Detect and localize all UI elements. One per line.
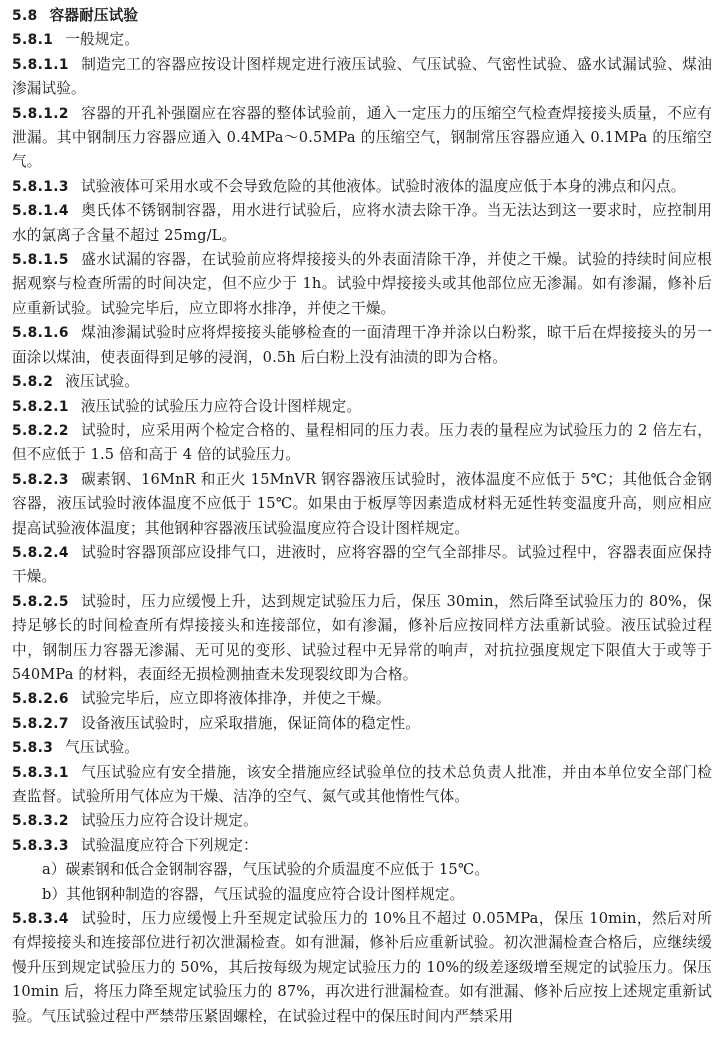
clause-paragraph — [12, 199, 712, 248]
clause-number: 5.8.3.4 — [12, 911, 69, 928]
clause-number: 5.8.3 — [12, 740, 54, 757]
clause-text: 试验液体可采用水或不会导致危险的其他液体。试验时液体的温度应低于本身的沸点和闪点。 — [80, 177, 686, 195]
list-item — [12, 858, 712, 882]
clause-text: 试验时，应采用两个检定合格的、量程相同的压力表。压力表的量程应为试验压力的 2 倍左右，但不应低于 1.5 倍和高于 4 倍的试验压力。 — [12, 421, 712, 464]
clause-text: 煤油渗漏试验时应将焊接接头能够检查的一面清理干净并涂以白粉浆，晾干后在焊接接头的另一面涂以煤油，使表面得到足够的浸润，0.5h 后白粉上没有油渍的即为合格。 — [12, 324, 712, 366]
clause-paragraph — [12, 175, 712, 199]
clause-paragraph — [12, 468, 712, 541]
clause-number: 5.8.2 — [12, 374, 54, 391]
clause-text: a）碳素钢和低合金钢制容器，气压试验的介质温度不应低于 15℃。 — [42, 861, 490, 879]
clause-text: 气压试验。 — [65, 739, 140, 757]
clause-number: 5.8 — [12, 8, 38, 24]
clause-text: 容器的开孔补强圈应在容器的整体试验前，通入一定压力的压缩空气检查焊接接头质量，不应有泄漏。其中钢制压力容器应通入 0.4MPa～0.5MPa 的压缩空气，钢制常压容器应通入 0.1MPa 的压缩空气。 — [12, 104, 712, 171]
clause-number: 5.8.1.5 — [12, 252, 69, 269]
clause-number: 5.8.1.1 — [12, 56, 69, 73]
clause-number: 5.8.1.6 — [12, 325, 69, 342]
clause-text: 液压试验。 — [65, 373, 140, 391]
clause-text: 制造完工的容器应按设计图样规定进行液压试验、气压试验、气密性试验、盛水试漏试验、煤油渗漏试验。 — [12, 55, 712, 98]
clause-paragraph — [12, 809, 712, 833]
clause-number: 5.8.3.2 — [12, 813, 69, 830]
clause-text: 试验时容器顶部应设排气口，进液时，应将容器的空气全部排尽。试验过程中，容器表面应保持干燥。 — [12, 543, 712, 586]
list-item — [12, 883, 712, 907]
clause-paragraph — [12, 321, 712, 370]
clause-text: 试验温度应符合下列规定： — [80, 836, 258, 854]
clause-text: 试验时，压力应缓慢上升至规定试验压力的 10%且不超过 0.05MPa，保压 10min，然后对所有焊接接头和连接部位进行初次泄漏检查。如有泄漏，修补后应重新试验。初次泄漏检查合格后，应继续缓慢升压到规定试验压力的 50%，其后按每级为规定试验压力的 10%的级差逐级增至规定的试验压力。保压 10min 后，将压力降至规定试验压力的 87%，再次进行泄漏检查。如有泄漏、修补后应按上述规定重新试验。气压试验过程中严禁带压紧固螺栓，在试验过程中的保压时间内严禁采用 — [12, 910, 712, 1025]
section-heading — [12, 4, 712, 28]
clause-paragraph — [12, 712, 712, 736]
clause-number: 5.8.1.3 — [12, 178, 69, 195]
clause-text: 盛水试漏的容器，在试验前应将焊接接头的外表面清除干净，并使之干燥。试验的持续时间应根据观察与检查所需的时间决定，但不应少于 1h。试验中焊接接头或其他部位应无渗漏。如有渗漏，修补后应重新试验。试验完毕后，应立即将水排净，并使之干燥。 — [12, 251, 712, 317]
clause-number: 5.8.2.4 — [12, 544, 69, 561]
clause-number: 5.8.2.1 — [12, 398, 69, 415]
clause-paragraph — [12, 28, 712, 52]
clause-text: 试验时，压力应缓慢上升，达到规定试验压力后，保压 30min，然后降至试验压力的 80%，保持足够长的时间检查所有焊接接头和连接部位，如有渗漏，修补后应按同样方法重新试验。液压试验过程中，钢制压力容器无渗漏、无可见的变形、试验过程中无异常的响声，对抗拉强度规定下限值大于或等于 540MPa 的材料，表面经无损检测抽查未发现裂纹即为合格。 — [12, 592, 712, 683]
clause-text: 试验压力应符合设计规定。 — [80, 812, 258, 830]
clause-number: 5.8.3.1 — [12, 764, 69, 781]
clause-number: 5.8.2.3 — [12, 471, 69, 488]
clause-number: 5.8.1.2 — [12, 105, 69, 122]
clause-text: b）其他钢种制造的容器，气压试验的温度应符合设计图样规定。 — [42, 885, 465, 903]
clause-paragraph — [12, 419, 712, 468]
clause-paragraph — [12, 248, 712, 321]
clause-number: 5.8.2.7 — [12, 715, 69, 732]
clause-text: 一般规定。 — [65, 31, 140, 49]
clause-paragraph — [12, 736, 712, 760]
clause-paragraph — [12, 834, 712, 858]
document-page — [12, 4, 712, 1029]
clause-number: 5.8.2.2 — [12, 422, 69, 439]
clause-text: 设备液压试验时，应采取措施，保证筒体的稳定性。 — [80, 714, 421, 732]
clause-number: 5.8.1 — [12, 32, 54, 49]
clause-text: 气压试验应有安全措施，该安全措施应经试验单位的技术总负责人批准，并由本单位安全部门检查监督。试验所用气体应为干燥、洁净的空气、氮气或其他惰性气体。 — [12, 763, 712, 805]
clause-paragraph — [12, 687, 712, 711]
clause-number: 5.8.3.3 — [12, 837, 69, 854]
clause-text: 试验完毕后，应立即将液体排净，并使之干燥。 — [80, 690, 391, 708]
clause-paragraph — [12, 761, 712, 810]
clause-text: 碳素钢、16MnR 和正火 15MnVR 钢容器液压试验时，液体温度不应低于 5℃；其他低合金钢容器，液压试验时液体温度不应低于 15℃。如果由于板厚等因素造成材料无延性转变温度升高，则应相应提高试验液体温度；其他钢种容器液压试验温度应符合设计图样规定。 — [12, 470, 712, 537]
clause-number: 5.8.1.4 — [12, 203, 69, 220]
clause-paragraph — [12, 370, 712, 394]
clause-paragraph — [12, 395, 712, 419]
clause-number: 5.8.2.5 — [12, 593, 69, 610]
clause-paragraph — [12, 907, 712, 1029]
clause-paragraph — [12, 541, 712, 590]
clause-paragraph — [12, 590, 712, 688]
clause-number: 5.8.2.6 — [12, 691, 69, 708]
clause-paragraph — [12, 53, 712, 102]
clause-text: 液压试验的试验压力应符合设计图样规定。 — [80, 397, 362, 415]
clause-text: 奥氏体不锈钢制容器，用水进行试验后，应将水渍去除干净。当无法达到这一要求时，应控制用水的氯离子含量不超过 25mg/L。 — [12, 202, 712, 244]
clause-paragraph — [12, 102, 712, 175]
clause-text: 容器耐压试验 — [49, 7, 139, 24]
